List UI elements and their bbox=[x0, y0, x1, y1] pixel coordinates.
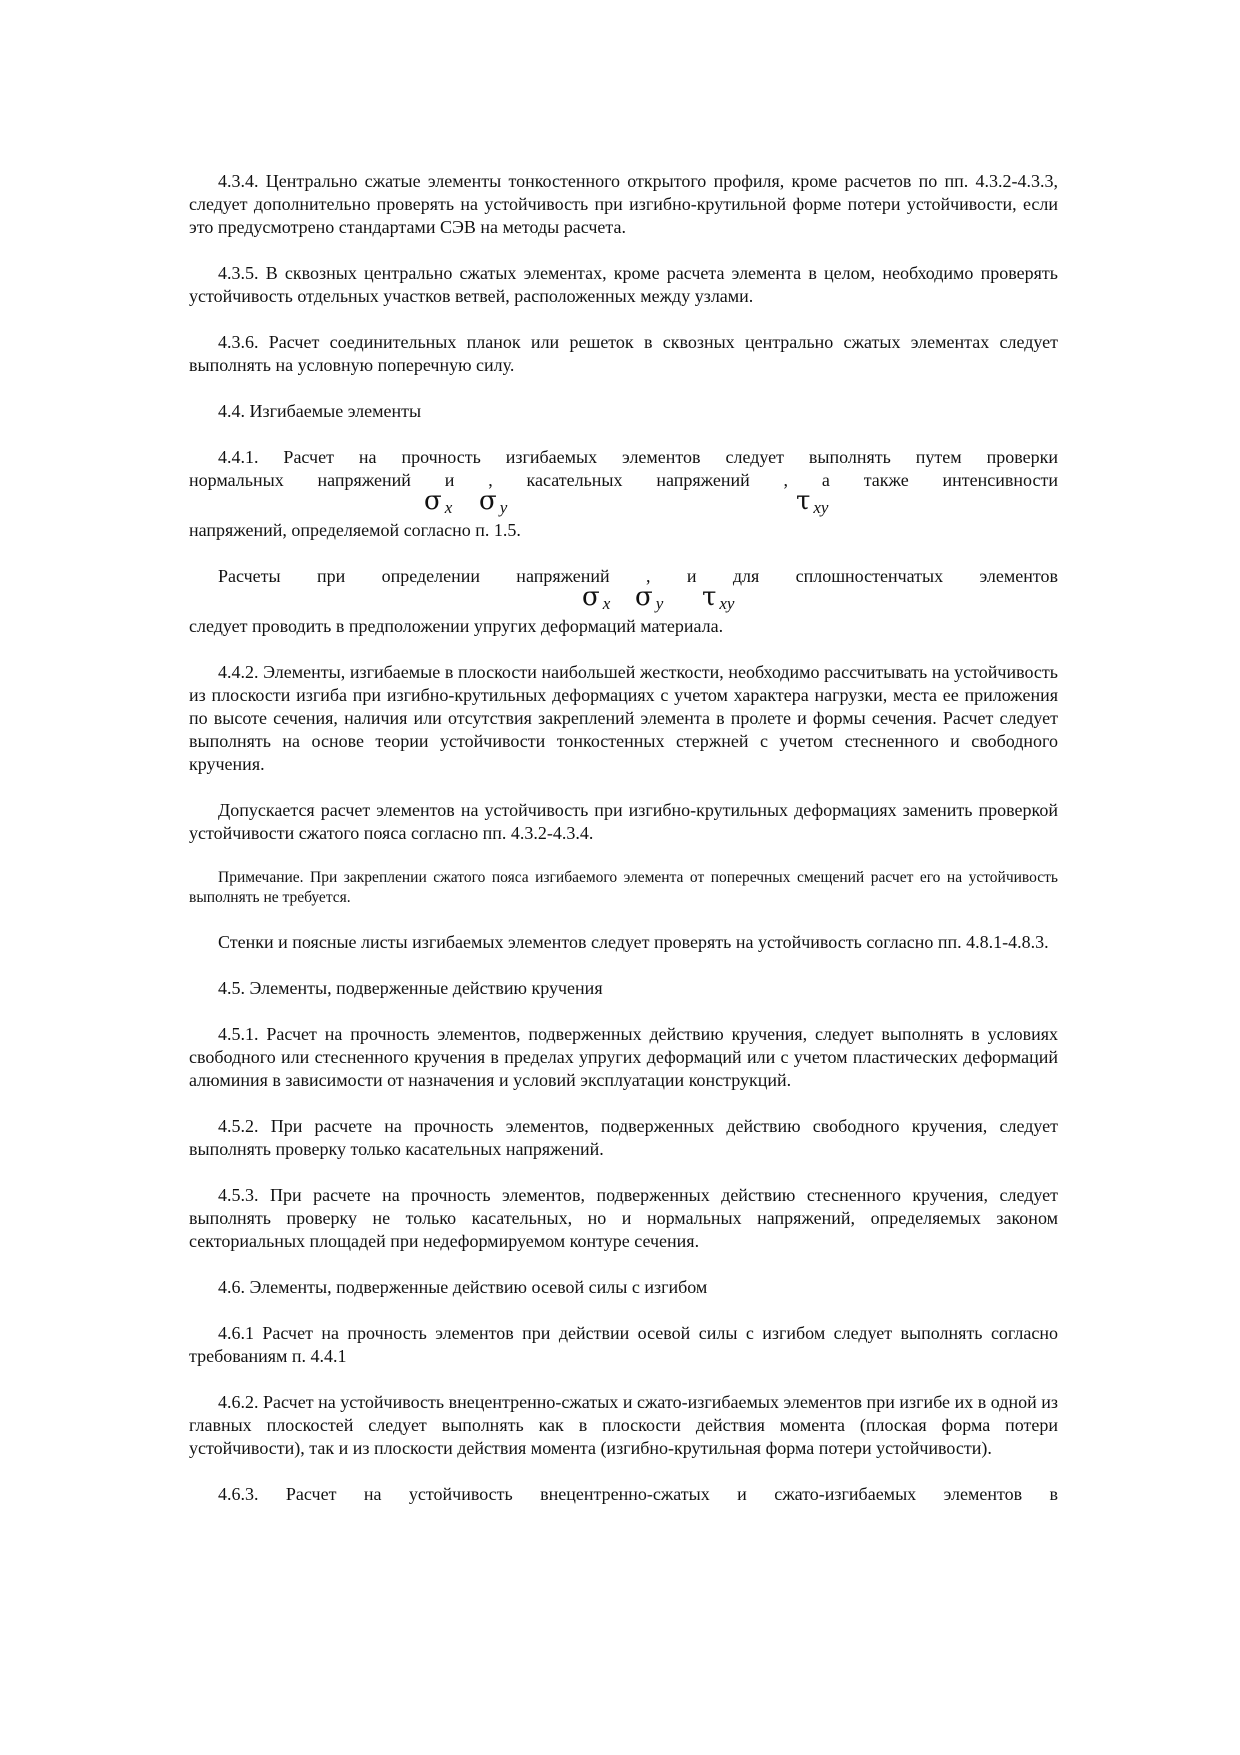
paragraph-4-4-1-line1: 4.4.1. Расчет на прочность изгибаемых элементов следует выполнять путем проверки bbox=[218, 447, 1058, 467]
paragraph-4-4-2: 4.4.2. Элементы, изгибаемые в плоскости наибольшей жесткости, необходимо рассчитывать на устойчивость из плоскости изгиба при изгибно-крутильных деформациях с учетом характера нагрузки, места ее приложения по высоте сечения, наличия или отсутствия закреплений элемента в пролете и формы сечения. Расчет следует выполнять на основе теории устойчивости тонкостенных стержней с учетом стесненного и свободного кручения. bbox=[189, 662, 1058, 774]
heading-4-4: 4.4. Изгибаемые элементы bbox=[218, 401, 422, 421]
paragraph-calculations-continuation: следует проводить в предположении упругих деформаций материала. bbox=[189, 616, 724, 636]
paragraph-4-6-3: 4.6.3. Расчет на устойчивость внецентренно-сжатых и сжато-изгибаемых элементов в bbox=[218, 1484, 1058, 1504]
paragraph-calculations-line1: Расчеты при определении напряжений , и для сплошностенчатых элементов bbox=[218, 566, 1058, 586]
paragraph-calculations bbox=[189, 565, 1058, 638]
paragraph-allowed: Допускается расчет элементов на устойчивость при изгибно-крутильных деформациях заменить проверкой устойчивости сжатого пояса согласно пп. 4.3.2-4.3.4. bbox=[189, 800, 1058, 843]
paragraph-4-6-2: 4.6.2. Расчет на устойчивость внецентренно-сжатых и сжато-изгибаемых элементов при изгибе их в одной из главных плоскостей следует выполнять как в плоскости действия момента (плоская форма потери устойчивости), так и из плоскости действия момента (изгибно-крутильная форма потери устойчивости). bbox=[189, 1392, 1058, 1458]
note-paragraph: Примечание. При закреплении сжатого пояса изгибаемого элемента от поперечных смещений расчет его на устойчивость выполнять не требуется. bbox=[189, 869, 1058, 906]
tau-xy-symbol: τ $_{xy}$ bbox=[796, 486, 829, 517]
paragraph-4-4-1-continuation: напряжений, определяемой согласно п. 1.5. bbox=[189, 520, 521, 540]
sigma-y-symbol: σ $_y$ bbox=[479, 486, 508, 517]
document-page bbox=[189, 170, 1058, 1529]
sigma-x-symbol: σ $_x$ bbox=[424, 486, 453, 517]
formula-symbols-row-1 bbox=[189, 488, 1058, 515]
paragraph-4-4-1 bbox=[189, 446, 1058, 542]
sigma-x-symbol: σ $_x$ bbox=[582, 582, 611, 613]
paragraph-4-4-1-line2: нормальных напряжений и , касательных напряжений , а также интенсивности bbox=[189, 470, 1058, 490]
heading-4-6: 4.6. Элементы, подверженные действию осевой силы с изгибом bbox=[218, 1277, 708, 1297]
paragraph-4-5-1: 4.5.1. Расчет на прочность элементов, подверженных действию кручения, следует выполнять в условиях свободного или стесненного кручения в пределах упругих деформаций или с учетом пластических деформаций алюминия в зависимости от назначения и условий эксплуатации конструкций. bbox=[189, 1024, 1058, 1090]
paragraph-4-3-4: 4.3.4. Центрально сжатые элементы тонкостенного открытого профиля, кроме расчетов по пп. 4.3.2-4.3.3, следует дополнительно проверять на устойчивость при изгибно-крутильной форме потери устойчивости, если это предусмотрено стандартами СЭВ на методы расчета. bbox=[189, 171, 1058, 237]
heading-4-5: 4.5. Элементы, подверженные действию кручения bbox=[218, 978, 603, 998]
paragraph-4-6-1: 4.6.1 Расчет на прочность элементов при действии осевой силы с изгибом следует выполнять согласно требованиям п. 4.4.1 bbox=[189, 1323, 1058, 1366]
paragraph-4-5-3: 4.5.3. При расчете на прочность элементов, подверженных действию стесненного кручения, следует выполнять проверку не только касательных, но и нормальных напряжений, определяемых законом секториальных площадей при недеформируемом контуре сечения. bbox=[189, 1185, 1058, 1251]
tau-xy-symbol: τ $_{xy}$ bbox=[702, 582, 735, 613]
paragraph-4-3-6: 4.3.6. Расчет соединительных планок или решеток в сквозных центрально сжатых элементах следует выполнять на условную поперечную силу. bbox=[189, 332, 1058, 375]
sigma-y-symbol: σ $_y$ bbox=[635, 582, 664, 613]
paragraph-walls: Стенки и поясные листы изгибаемых элементов следует проверять на устойчивость согласно пп. 4.8.1-4.8.3. bbox=[218, 932, 1049, 952]
formula-symbols-row-2 bbox=[189, 584, 1058, 611]
paragraph-4-5-2: 4.5.2. При расчете на прочность элементов, подверженных действию свободного кручения, следует выполнять проверку только касательных напряжений. bbox=[189, 1116, 1058, 1159]
paragraph-4-3-5: 4.3.5. В сквозных центрально сжатых элементах, кроме расчета элемента в целом, необходимо проверять устойчивость отдельных участков ветвей, расположенных между узлами. bbox=[189, 263, 1058, 306]
